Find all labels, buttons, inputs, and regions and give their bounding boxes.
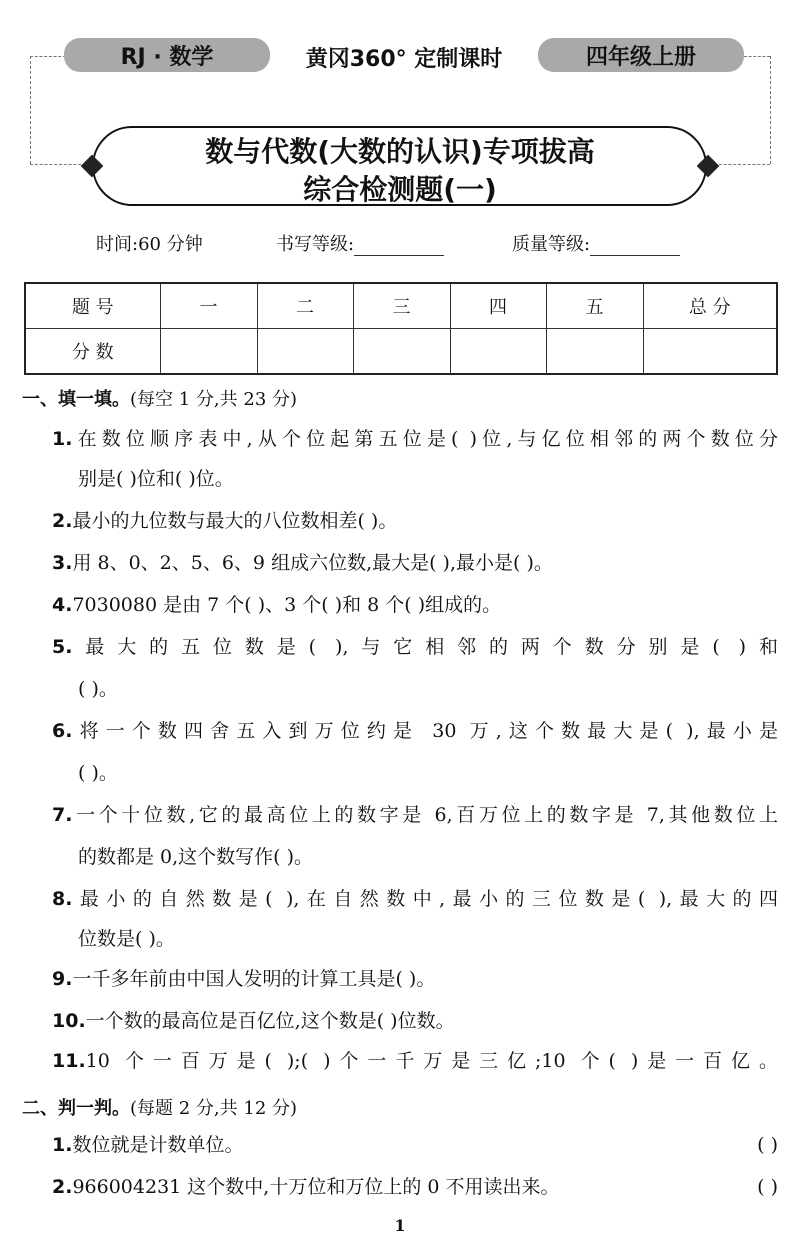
table-header-cell: 四 [450,283,546,329]
question-6-line-1 [52,718,778,744]
question-9 [52,966,778,992]
section-1-heading [22,385,297,411]
question-11 [52,1048,778,1074]
question-1-line-2 [78,466,778,492]
writing-grade-blank[interactable] [354,233,444,256]
header-dash-top-left [30,56,66,57]
question-10 [52,1008,778,1034]
question-number: 3. [52,552,73,574]
question-3 [52,550,778,576]
brand-label: 黄冈360° 定制课时 [305,46,503,72]
score-cell[interactable] [450,329,546,375]
writing-grade-label: 书写等级: [276,234,355,255]
question-text: 最小的自然数是( ),在自然数中,最小的三位数是( ),最大的四 [72,888,778,910]
title-line-1: 数与代数(大数的认识)专项拔高 [205,135,595,168]
question-5-line-1 [52,634,778,660]
question-number: 10. [52,1010,86,1032]
question-text: 7030080 是由 7 个( )、3 个( )和 8 个( )组成的。 [72,594,502,616]
title-line-2: 综合检测题(一) [303,173,497,206]
section-1-rule: (每空 1 分,共 23 分) [130,389,298,410]
question-number: 8. [52,888,73,910]
question-2 [52,508,778,534]
quality-grade-label: 质量等级: [512,234,591,255]
quality-grade-blank[interactable] [590,233,680,256]
question-text: ( )。 [78,678,118,700]
judge-answer-2[interactable]: ( ) [757,1176,778,1198]
quality-grade [512,230,680,256]
question-text: 数位就是计数单位。 [72,1134,244,1156]
score-cell[interactable] [160,329,257,375]
table-header-cell: 一 [160,283,257,329]
question-text: 一个数的最高位是百亿位,这个数是( )位数。 [85,1010,455,1032]
question-text: 最大的五位数是( ),与它相邻的两个数分别是( )和 [72,636,778,658]
question-number: 7. [52,804,73,826]
question-text: 一个十位数,它的最高位上的数字是 6,百万位上的数字是 7,其他数位上 [72,804,778,826]
section-2-title: 二、判一判。 [22,1098,130,1119]
score-cell[interactable] [353,329,450,375]
question-1-line-1 [52,426,778,452]
question-number: 9. [52,968,73,990]
question-number: 5. [52,636,73,658]
question-8-line-1 [52,886,778,912]
table-row-label: 分 数 [25,329,160,375]
judge-answer-1[interactable]: ( ) [757,1134,778,1156]
question-text: 用 8、0、2、5、6、9 组成六位数,最大是( ),最小是( )。 [72,552,553,574]
question-number: 6. [52,720,73,742]
question-number: 2. [52,1176,73,1198]
question-number: 11. [52,1050,86,1072]
question-text: 在数位顺序表中,从个位起第五位是( )位,与亿位相邻的两个数位分 [72,428,778,450]
time-label: 时间:60 分钟 [96,234,203,255]
section-1-title: 一、填一填。 [22,389,130,410]
question-text: 别是( )位和( )位。 [78,468,234,490]
question-number: 2. [52,510,73,532]
header-dash-top-right [744,56,770,57]
table-header-cell: 总 分 [643,283,777,329]
judge-question-1 [52,1132,778,1158]
section-2-rule: (每题 2 分,共 12 分) [130,1098,298,1119]
question-text: ( )。 [78,762,118,784]
question-text: 一千多年前由中国人发明的计算工具是( )。 [72,968,436,990]
table-header-cell: 二 [257,283,353,329]
score-cell[interactable] [546,329,643,375]
question-8-line-2 [78,926,778,952]
question-number: 4. [52,594,73,616]
question-text: 的数都是 0,这个数写作( )。 [78,846,314,868]
question-6-line-2 [78,760,778,786]
grade-badge: 四年级上册 [538,38,744,72]
question-text: 最小的九位数与最大的八位数相差( )。 [72,510,398,532]
subject-badge: RJ · 数学 [64,38,270,72]
question-7-line-1 [52,802,778,828]
question-text: 966004231 这个数中,十万位和万位上的 0 不用读出来。 [72,1176,560,1198]
table-header-cell: 三 [353,283,450,329]
question-text: 位数是( )。 [78,928,175,950]
question-text: 将一个数四舍五入到万位约是 30 万,这个数最大是( ),最小是 [72,720,778,742]
question-number: 1. [52,1134,73,1156]
score-table-score-row [25,329,777,375]
judge-question-2 [52,1174,778,1200]
question-5-line-2 [78,676,778,702]
score-cell[interactable] [643,329,777,375]
writing-grade [276,230,444,256]
table-header-cell: 五 [546,283,643,329]
score-table-header-row [25,283,777,329]
question-4 [52,592,778,618]
score-cell[interactable] [257,329,353,375]
question-text: 10 个一百万是( );( )个一千万是三亿;10 个( )是一百亿。 [85,1050,778,1072]
section-2-heading [22,1094,297,1120]
question-number: 1. [52,428,73,450]
question-7-line-2 [78,844,778,870]
score-table [24,282,778,375]
table-header-cell: 题 号 [25,283,160,329]
page-number: 1 [394,1216,406,1235]
